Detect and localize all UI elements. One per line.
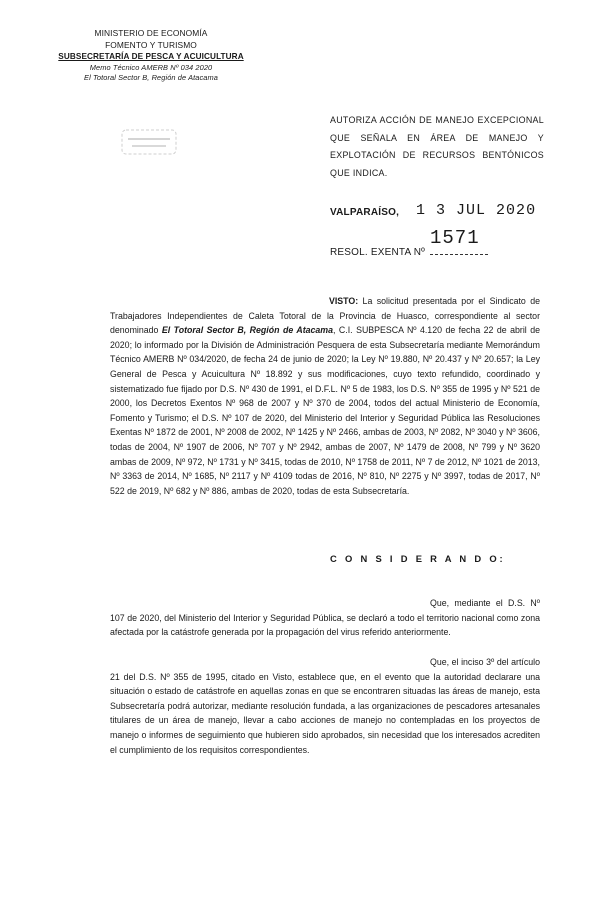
sector-reference: El Totoral Sector B, Región de Atacama xyxy=(84,73,218,82)
considerando-heading: C O N S I D E R A N D O: xyxy=(330,553,506,564)
memo-reference: Memo Técnico AMERB Nº 034 2020 xyxy=(89,62,213,72)
ministry-subtitle: FOMENTO Y TURISMO xyxy=(105,39,197,50)
visto-sector-name: El Totoral Sector B, Región de Atacama xyxy=(161,325,334,336)
visto-text-a: La solicitud presentada por el Sindicato de Trabajadores Independientes de Caleta Totoral de la Provincia de Huasco, correspondiente al sector denominado xyxy=(110,296,540,336)
letterhead xyxy=(56,28,246,84)
ministry-name: MINISTERIO DE ECONOMÍA xyxy=(94,28,208,38)
place-date xyxy=(330,203,536,220)
resolution-date: 1 3 JUL 2020 xyxy=(416,202,537,219)
visto-paragraph xyxy=(110,294,540,498)
considerando-paragraph-1 xyxy=(110,596,540,640)
resolution-number-line xyxy=(330,227,488,258)
place-city: VALPARAÍSO, xyxy=(330,207,400,218)
visto-label: VISTO: xyxy=(329,296,359,306)
visto-text-b: , C.I. SUBPESCA Nº 4.120 de fecha 22 de abril de 2020; lo informado por la División de Administración Pesquera de esta Subsecretaría mediante Memorándum Técnico AMERB Nº 034/2020, de fecha 24 de junio de 2020; la Ley Nº 19.880, Nº 20.437 y Nº 20.657; la Ley General de Pesca y Acuicultura Nº 18.892 y sus modificaciones, cuyo texto refundido, coordinado y sistematizado fue fijado por D.S. Nº 430 de 1991, el D.F.L. Nº 5 de 1983, los D.S. Nº 355 de 1995 y Nº 521 de 2000, los Decretos Exentos Nº 968 de 2007 y Nº 370 de 2004, todos del actual Ministerio de Economía, Fomento y Turismo; el D.S. Nº 107 de 2020, del Ministerio del Interior y Seguridad Pública las Resoluciones Exentas Nº 1872 de 2001, Nº 2008 de 2002, Nº 1425 y Nº 2466, ambas de 2003, Nº 2082, Nº 3040 y Nº 3606, todas de 2004, Nº 1907 de 2006, Nº 707 y Nº 2942, ambas de 2007, Nº 1479 de 2008, Nº 799 y Nº 3620 ambas de 2009, Nº 972, Nº 1731 y Nº 3415, todas de 2010, Nº 1758 de 2011, Nº 7 de 2012, Nº 1021 de 2013, Nº 3363 de 2014, Nº 1685, Nº 2117 y Nº 4109 todas de 2016, Nº 810, Nº 2275 y Nº 3997, todas de 2017, Nº 522 de 2019, Nº 682 y Nº 886, ambas de 2020, todas de esta Subsecretaría. xyxy=(110,325,541,496)
resolution-subject: AUTORIZA ACCIÓN DE MANEJO EXCEPCIONAL QUE SEÑALA EN ÁREA DE MANEJO Y EXPLOTACIÓN DE RECURSOS BENTÓNICOS QUE INDICA. xyxy=(330,115,544,178)
resolution-number: 1571 xyxy=(430,227,480,249)
undersecretary-name: SUBSECRETARÍA DE PESCA Y ACUICULTURA xyxy=(58,52,244,61)
faded-stamp-image xyxy=(118,127,182,157)
considerando-paragraph-2 xyxy=(110,655,540,757)
paragraph-text: Que, el inciso 3º del artículo 21 del D.S. Nº 355 de 1995, citado en Visto, establece que, en el evento que la autoridad declarare una situación o estado de catástrofe en aquellas zonas en que se encontraren situadas las áreas de manejo, esta Subsecretaría podrá autorizar, mediante resolución fundada, a las organizaciones de pescadores artesanales titulares de un área de manejo, llevar a cabo acciones de manejo no contempladas en los proyectos de manejo o informes de seguimiento que hubieren sido aprobados, sin necesidad que los interesados acrediten el cumplimiento de los requisitos correspondientes. xyxy=(110,657,540,755)
resolution-label: RESOL. EXENTA Nº xyxy=(330,247,426,258)
paragraph-text: Que, mediante el D.S. Nº 107 de 2020, del Ministerio del Interior y Seguridad Pública, se declaró a todo el territorio nacional como zona afectada por la catástrofe generada por la propagación del virus referido anteriormente. xyxy=(110,598,540,638)
